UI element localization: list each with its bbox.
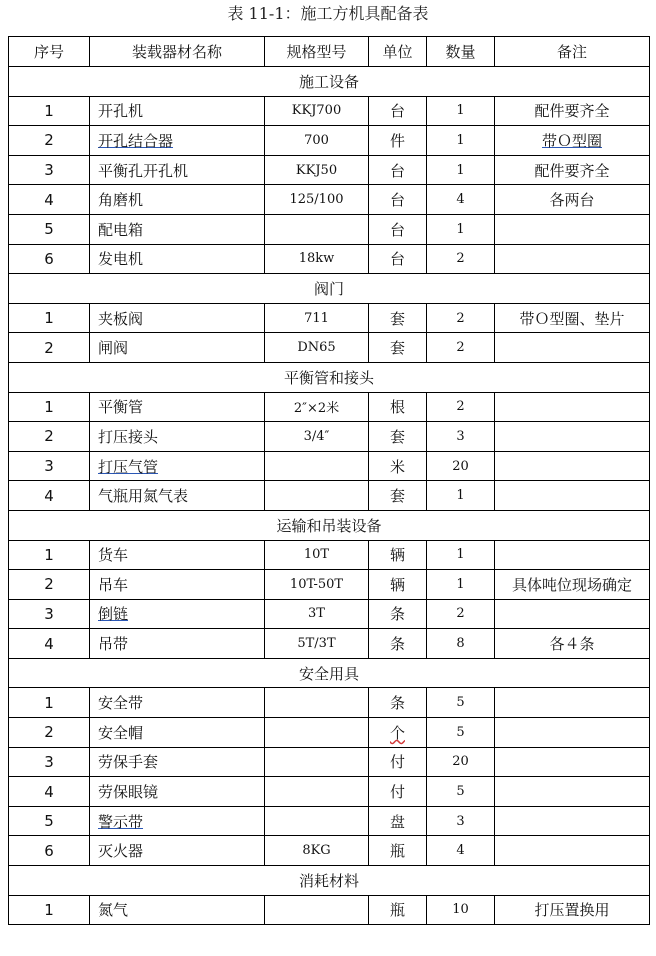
equipment-name-cell-text: 货车 <box>98 546 129 565</box>
quantity-cell-text: 4 <box>456 843 465 859</box>
quantity-cell <box>427 777 495 807</box>
unit-cell <box>369 126 427 156</box>
specification-cell <box>265 303 369 333</box>
equipment-name-cell-text: 开孔机 <box>98 102 144 121</box>
serial-no-cell-text: 2 <box>44 427 54 446</box>
equipment-name-cell <box>90 333 265 363</box>
serial-no-cell-text: 3 <box>44 752 54 771</box>
serial-no-cell <box>9 185 90 215</box>
unit-cell <box>369 392 427 422</box>
quantity-cell-text: 8 <box>456 636 465 652</box>
specification-cell <box>265 244 369 274</box>
table-row <box>9 333 650 363</box>
specification-cell <box>265 836 369 866</box>
serial-no-cell <box>9 599 90 629</box>
serial-no-cell <box>9 777 90 807</box>
specification-cell-text: 8KG <box>302 843 331 859</box>
specification-cell-text: 700 <box>304 132 329 148</box>
serial-no-cell <box>9 718 90 748</box>
quantity-cell <box>427 303 495 333</box>
equipment-name-cell <box>90 540 265 570</box>
remarks-cell <box>495 303 650 333</box>
header-quantity: 数量 <box>427 37 495 67</box>
serial-no-cell <box>9 333 90 363</box>
serial-no-cell-text: 1 <box>44 693 54 712</box>
quantity-cell-text: 3 <box>456 428 465 444</box>
remarks-cell-text: 配件要齐全 <box>534 102 610 121</box>
serial-no-cell <box>9 481 90 511</box>
specification-cell <box>265 540 369 570</box>
quantity-cell-text: 2 <box>456 606 465 622</box>
serial-no-cell-text: 5 <box>44 812 54 831</box>
unit-cell-text: 根 <box>389 398 405 417</box>
quantity-cell-text: 4 <box>456 192 465 208</box>
unit-cell <box>369 747 427 777</box>
serial-no-cell-text: 4 <box>44 486 54 505</box>
equipment-name-cell-text: 吊带 <box>98 635 129 654</box>
unit-cell <box>369 214 427 244</box>
quantity-cell <box>427 422 495 452</box>
quantity-cell <box>427 895 495 925</box>
unit-cell <box>369 570 427 600</box>
unit-cell-text: 台 <box>389 191 405 210</box>
quantity-cell <box>427 747 495 777</box>
serial-no-cell <box>9 895 90 925</box>
specification-cell <box>265 214 369 244</box>
equipment-name-cell <box>90 836 265 866</box>
unit-cell-text: 瓶 <box>389 842 405 861</box>
specification-cell <box>265 392 369 422</box>
table-row <box>9 895 650 925</box>
specification-cell <box>265 806 369 836</box>
table-row <box>9 836 650 866</box>
serial-no-cell <box>9 629 90 659</box>
equipment-name-cell-text: 安全帽 <box>98 723 144 742</box>
serial-no-cell <box>9 303 90 333</box>
serial-no-cell-text: 1 <box>44 397 54 416</box>
equipment-name-cell <box>90 895 265 925</box>
equipment-name-cell <box>90 155 265 185</box>
section-header-row <box>9 866 650 896</box>
table-row <box>9 185 650 215</box>
table-row <box>9 481 650 511</box>
equipment-name-cell <box>90 214 265 244</box>
unit-cell-text: 辆 <box>389 575 405 594</box>
remarks-cell-text: 具体吨位现场确定 <box>511 575 632 594</box>
quantity-cell-text: 1 <box>456 162 465 178</box>
unit-cell-text: 台 <box>389 250 405 269</box>
quantity-cell-text: 2 <box>456 310 465 326</box>
remarks-cell-text: 带Ｏ型圈、垫片 <box>519 309 625 328</box>
specification-cell-text: DN65 <box>297 340 336 356</box>
quantity-cell <box>427 96 495 126</box>
unit-cell <box>369 777 427 807</box>
specification-cell <box>265 185 369 215</box>
quantity-cell <box>427 333 495 363</box>
specification-cell-text: 10T-50T <box>289 576 344 592</box>
section-header-row <box>9 274 650 304</box>
equipment-name-cell-text: 气瓶用氮气表 <box>98 487 189 506</box>
equipment-name-cell <box>90 599 265 629</box>
specification-cell-text: 5T/3T <box>297 636 336 652</box>
equipment-name-cell <box>90 392 265 422</box>
quantity-cell-text: 1 <box>456 547 465 563</box>
remarks-cell <box>495 451 650 481</box>
quantity-cell <box>427 629 495 659</box>
remarks-cell-text: 打压置换用 <box>534 901 610 920</box>
specification-cell <box>265 895 369 925</box>
header-row <box>9 37 650 67</box>
table-caption: 表 11-1：施工方机具配备表 <box>227 4 429 23</box>
equipment-name-cell <box>90 777 265 807</box>
equipment-name-cell <box>90 629 265 659</box>
unit-cell-text: 付 <box>389 783 405 802</box>
remarks-cell-text: 各４条 <box>549 635 595 654</box>
specification-cell-text: 711 <box>304 310 329 326</box>
table-row <box>9 96 650 126</box>
specification-cell <box>265 718 369 748</box>
equipment-name-cell-text: 打压接头 <box>98 427 159 446</box>
equipment-name-cell <box>90 96 265 126</box>
equipment-name-cell <box>90 688 265 718</box>
remarks-cell <box>495 481 650 511</box>
quantity-cell-text: 20 <box>452 754 469 770</box>
quantity-cell <box>427 718 495 748</box>
serial-no-cell-text: 2 <box>44 723 54 742</box>
unit-cell-text: 付 <box>389 753 405 772</box>
table-row <box>9 599 650 629</box>
equipment-name-cell <box>90 481 265 511</box>
remarks-cell <box>495 422 650 452</box>
quantity-cell-text: 5 <box>456 724 465 740</box>
quantity-cell <box>427 688 495 718</box>
equipment-name-cell-text: 平衡孔开孔机 <box>98 161 189 180</box>
table-row <box>9 155 650 185</box>
serial-no-cell-text: 4 <box>44 190 54 209</box>
quantity-cell <box>427 155 495 185</box>
table-row <box>9 451 650 481</box>
serial-no-cell <box>9 96 90 126</box>
section-title: 消耗材料 <box>9 866 650 896</box>
remarks-cell <box>495 777 650 807</box>
remarks-cell <box>495 244 650 274</box>
quantity-cell <box>427 481 495 511</box>
equipment-name-cell-text: 氮气 <box>98 901 129 920</box>
table-row <box>9 747 650 777</box>
equipment-name-cell <box>90 747 265 777</box>
serial-no-cell-text: 3 <box>44 604 54 623</box>
equipment-name-cell-text: 闸阀 <box>98 339 129 358</box>
unit-cell-text: 台 <box>389 161 405 180</box>
table-row <box>9 777 650 807</box>
table-row <box>9 214 650 244</box>
unit-cell-text: 条 <box>389 605 405 624</box>
quantity-cell <box>427 570 495 600</box>
quantity-cell-text: 1 <box>456 132 465 148</box>
unit-cell-text: 台 <box>389 102 405 121</box>
serial-no-cell <box>9 155 90 185</box>
quantity-cell-text: 2 <box>456 251 465 267</box>
remarks-cell <box>495 333 650 363</box>
table-row <box>9 718 650 748</box>
section-title: 安全用具 <box>9 658 650 688</box>
equipment-name-cell-text: 倒链 <box>98 605 129 624</box>
equipment-name-cell-text: 发电机 <box>98 250 144 269</box>
equipment-name-cell <box>90 126 265 156</box>
serial-no-cell-text: 2 <box>44 338 54 357</box>
unit-cell <box>369 451 427 481</box>
specification-cell-text: 10T <box>303 547 330 563</box>
equipment-name-cell-text: 配电箱 <box>98 220 144 239</box>
equipment-table <box>8 36 650 925</box>
quantity-cell <box>427 126 495 156</box>
serial-no-cell-text: 4 <box>44 782 54 801</box>
equipment-name-cell-text: 灭火器 <box>98 842 144 861</box>
serial-no-cell <box>9 214 90 244</box>
unit-cell <box>369 422 427 452</box>
unit-cell <box>369 303 427 333</box>
unit-cell-text: 套 <box>389 309 405 328</box>
specification-cell <box>265 126 369 156</box>
unit-cell-text: 辆 <box>389 546 405 565</box>
table-row <box>9 540 650 570</box>
specification-cell <box>265 688 369 718</box>
serial-no-cell-text: 5 <box>44 220 54 239</box>
remarks-cell-text: 带Ｏ型圈 <box>541 131 602 150</box>
unit-cell <box>369 629 427 659</box>
table-row <box>9 392 650 422</box>
specification-cell-text: KKJ700 <box>291 103 342 119</box>
equipment-name-cell-text: 劳保手套 <box>98 753 159 772</box>
remarks-cell <box>495 806 650 836</box>
specification-cell <box>265 96 369 126</box>
specification-cell <box>265 451 369 481</box>
remarks-cell <box>495 836 650 866</box>
unit-cell <box>369 688 427 718</box>
unit-cell-text: 套 <box>389 487 405 506</box>
unit-cell <box>369 244 427 274</box>
section-header-row <box>9 67 650 97</box>
remarks-cell <box>495 185 650 215</box>
equipment-name-cell-text: 安全带 <box>98 694 144 713</box>
header-unit: 单位 <box>369 37 427 67</box>
equipment-name-cell <box>90 806 265 836</box>
serial-no-cell <box>9 540 90 570</box>
remarks-cell <box>495 540 650 570</box>
serial-no-cell-text: 1 <box>44 900 54 919</box>
equipment-name-cell-text: 夹板阀 <box>98 309 144 328</box>
specification-cell <box>265 570 369 600</box>
equipment-name-cell <box>90 570 265 600</box>
header-equipment-name: 装载器材名称 <box>90 37 265 67</box>
remarks-cell <box>495 155 650 185</box>
quantity-cell-text: 1 <box>456 488 465 504</box>
remarks-cell <box>495 96 650 126</box>
table-row <box>9 126 650 156</box>
remarks-cell <box>495 599 650 629</box>
equipment-name-cell-text: 警示带 <box>98 812 144 831</box>
specification-cell <box>265 747 369 777</box>
equipment-name-cell <box>90 303 265 333</box>
quantity-cell <box>427 185 495 215</box>
equipment-name-cell <box>90 185 265 215</box>
unit-cell-text: 件 <box>389 131 405 150</box>
serial-no-cell-text: 4 <box>44 634 54 653</box>
serial-no-cell-text: 2 <box>44 575 54 594</box>
serial-no-cell-text: 1 <box>44 545 54 564</box>
header-serial-no: 序号 <box>9 37 90 67</box>
specification-cell <box>265 777 369 807</box>
serial-no-cell <box>9 451 90 481</box>
serial-no-cell-text: 6 <box>44 249 54 268</box>
serial-no-cell <box>9 747 90 777</box>
quantity-cell-text: 2 <box>456 399 465 415</box>
serial-no-cell <box>9 422 90 452</box>
equipment-name-cell-text: 打压气管 <box>98 457 159 476</box>
unit-cell-text: 盘 <box>389 812 405 831</box>
quantity-cell-text: 20 <box>452 458 469 474</box>
serial-no-cell <box>9 244 90 274</box>
equipment-name-cell-text: 吊车 <box>98 575 129 594</box>
unit-cell-text: 条 <box>389 635 405 654</box>
equipment-name-cell-text: 角磨机 <box>98 191 144 210</box>
quantity-cell <box>427 244 495 274</box>
quantity-cell-text: 2 <box>456 340 465 356</box>
specification-cell-text: 125/100 <box>289 192 344 208</box>
quantity-cell-text: 10 <box>452 902 469 918</box>
serial-no-cell <box>9 836 90 866</box>
table-row <box>9 806 650 836</box>
specification-cell <box>265 629 369 659</box>
equipment-name-cell-text: 开孔结合器 <box>98 131 174 150</box>
section-header-row <box>9 510 650 540</box>
serial-no-cell <box>9 570 90 600</box>
unit-cell-text: 套 <box>389 339 405 358</box>
remarks-cell <box>495 895 650 925</box>
quantity-cell <box>427 451 495 481</box>
unit-cell-text: 条 <box>389 694 405 713</box>
equipment-name-cell-text: 劳保眼镜 <box>98 783 159 802</box>
table-row <box>9 688 650 718</box>
specification-cell-text: 18kw <box>298 251 335 267</box>
specification-cell <box>265 599 369 629</box>
specification-cell <box>265 422 369 452</box>
remarks-cell <box>495 718 650 748</box>
remarks-cell-text: 配件要齐全 <box>534 161 610 180</box>
specification-cell-text: KKJ50 <box>295 162 338 178</box>
serial-no-cell-text: 2 <box>44 131 54 150</box>
quantity-cell <box>427 836 495 866</box>
serial-no-cell <box>9 392 90 422</box>
serial-no-cell <box>9 126 90 156</box>
equipment-name-cell-text: 平衡管 <box>98 398 144 417</box>
remarks-cell-text: 各两台 <box>549 191 595 210</box>
unit-cell <box>369 333 427 363</box>
quantity-cell-text: 5 <box>456 784 465 800</box>
remarks-cell <box>495 214 650 244</box>
remarks-cell <box>495 629 650 659</box>
unit-cell <box>369 806 427 836</box>
specification-cell <box>265 333 369 363</box>
specification-cell-text: 3T <box>308 606 325 622</box>
header-specification: 规格型号 <box>265 37 369 67</box>
equipment-name-cell <box>90 422 265 452</box>
quantity-cell-text: 3 <box>456 813 465 829</box>
quantity-cell <box>427 540 495 570</box>
section-title: 施工设备 <box>9 67 650 97</box>
quantity-cell <box>427 806 495 836</box>
quantity-cell-text: 1 <box>456 103 465 119</box>
table-row <box>9 303 650 333</box>
unit-cell <box>369 185 427 215</box>
equipment-name-cell <box>90 244 265 274</box>
remarks-cell <box>495 688 650 718</box>
specification-cell-text: 2″×2米 <box>293 401 340 417</box>
remarks-cell <box>495 570 650 600</box>
unit-cell <box>369 481 427 511</box>
unit-cell <box>369 155 427 185</box>
unit-cell <box>369 599 427 629</box>
section-title: 平衡管和接头 <box>9 362 650 392</box>
unit-cell-text: 个 <box>389 723 405 742</box>
unit-cell <box>369 96 427 126</box>
equipment-name-cell <box>90 718 265 748</box>
quantity-cell <box>427 214 495 244</box>
specification-cell <box>265 155 369 185</box>
serial-no-cell <box>9 806 90 836</box>
table-body <box>9 67 650 925</box>
serial-no-cell-text: 3 <box>44 457 54 476</box>
unit-cell-text: 瓶 <box>389 901 405 920</box>
section-title: 运输和吊装设备 <box>9 510 650 540</box>
quantity-cell-text: 1 <box>456 576 465 592</box>
remarks-cell <box>495 126 650 156</box>
unit-cell-text: 米 <box>389 457 405 476</box>
remarks-cell <box>495 392 650 422</box>
quantity-cell-text: 1 <box>456 221 465 237</box>
unit-cell <box>369 718 427 748</box>
quantity-cell-text: 5 <box>456 695 465 711</box>
serial-no-cell-text: 1 <box>44 101 54 120</box>
serial-no-cell-text: 1 <box>44 309 54 328</box>
unit-cell-text: 台 <box>389 220 405 239</box>
remarks-cell <box>495 747 650 777</box>
quantity-cell <box>427 392 495 422</box>
header-remarks: 备注 <box>495 37 650 67</box>
section-title: 阀门 <box>9 274 650 304</box>
section-header-row <box>9 362 650 392</box>
quantity-cell <box>427 599 495 629</box>
table-row <box>9 422 650 452</box>
unit-cell-text: 套 <box>389 427 405 446</box>
section-header-row <box>9 658 650 688</box>
serial-no-cell <box>9 688 90 718</box>
equipment-name-cell <box>90 451 265 481</box>
unit-cell <box>369 895 427 925</box>
unit-cell <box>369 540 427 570</box>
table-row <box>9 244 650 274</box>
serial-no-cell-text: 3 <box>44 161 54 180</box>
serial-no-cell-text: 6 <box>44 841 54 860</box>
specification-cell-text: 3/4″ <box>303 428 330 444</box>
table-row <box>9 570 650 600</box>
specification-cell <box>265 481 369 511</box>
table-row <box>9 629 650 659</box>
unit-cell <box>369 836 427 866</box>
